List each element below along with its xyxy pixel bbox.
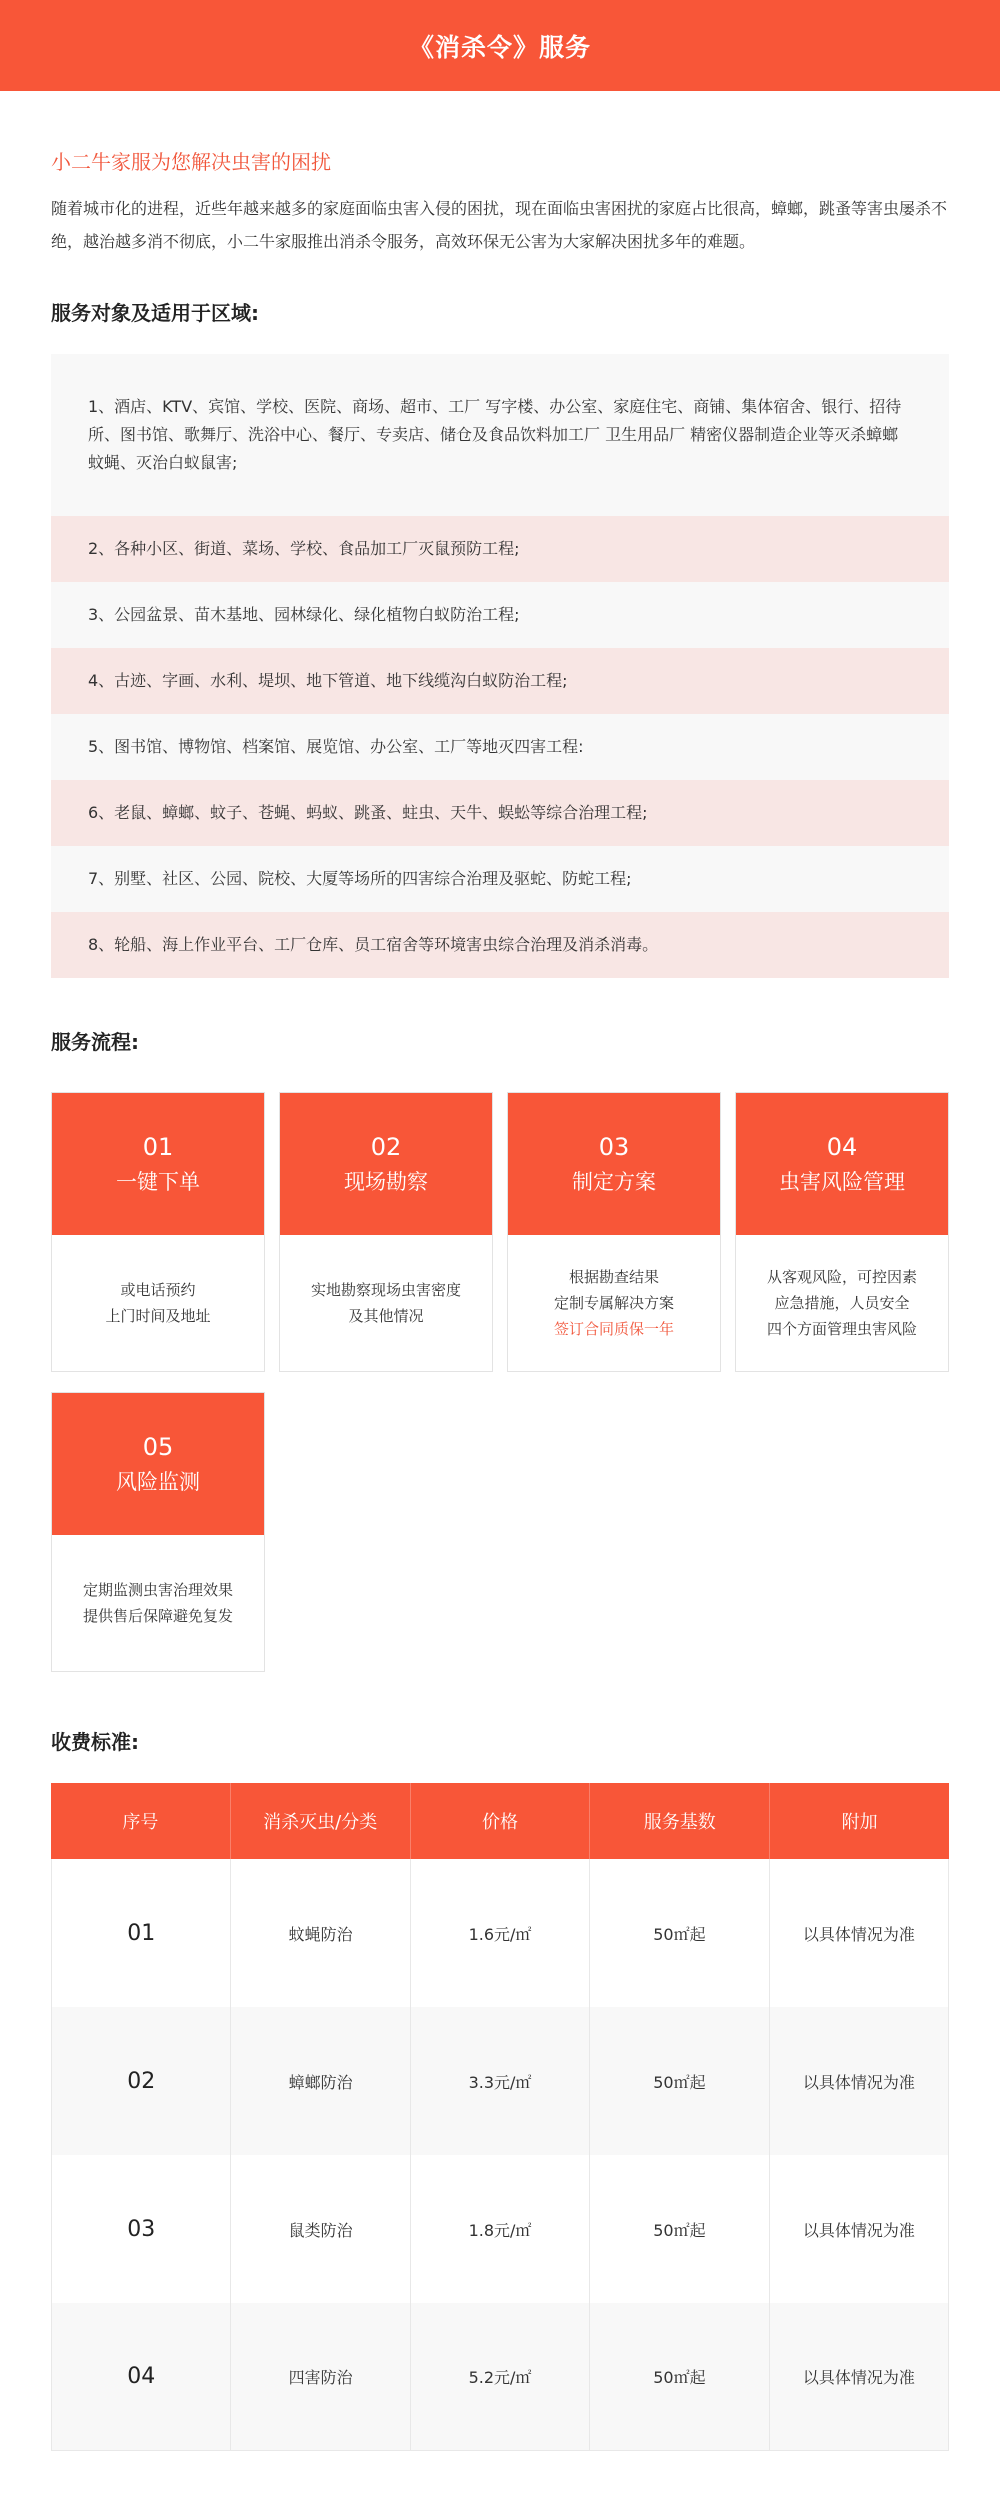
flow-step-highlight: 签订合同质保一年 — [553, 1320, 674, 1338]
flow-step-header — [280, 1093, 492, 1235]
flow-step-number: 03 — [598, 1133, 630, 1161]
flow-step-header — [52, 1093, 264, 1235]
flow-step-card — [51, 1092, 265, 1372]
scope-item: 2、各种小区、街道、菜场、学校、食品加工厂灭鼠预防工程; — [51, 516, 949, 582]
flow-step-desc-line: 或电话预约 — [120, 1281, 196, 1299]
table-cell: 以具体情况为准 — [770, 2007, 949, 2155]
flow-section-title: 服务流程: — [51, 1030, 139, 1054]
flow-step-card — [279, 1092, 493, 1372]
table-row — [51, 1859, 949, 2007]
fee-table — [51, 1783, 949, 2451]
table-cell: 1.8元/㎡ — [411, 2155, 590, 2303]
flow-step-number: 02 — [370, 1133, 402, 1161]
scope-item: 3、公园盆景、苗木基地、园林绿化、绿化植物白蚁防治工程; — [51, 582, 949, 648]
flow-step-name: 一键下单 — [116, 1170, 200, 1194]
fee-header-cell: 价格 — [411, 1783, 591, 1859]
table-row — [51, 2155, 949, 2303]
flow-step-name: 风险监测 — [116, 1470, 200, 1494]
main-content — [0, 147, 1000, 2451]
scope-item: 8、轮船、海上作业平台、工厂仓库、员工宿舍等环境害虫综合治理及消杀消毒。 — [51, 912, 949, 978]
scope-item: 1、酒店、KTV、宾馆、学校、医院、商场、超市、工厂 写字楼、办公室、家庭住宅、商铺、集体宿舍、银行、招待所、图书馆、歌舞厅、洗浴中心、餐厅、专卖店、储仓及食品饮料加工厂 卫生用品厂 精密仪器制造企业等灭杀蟑螂蚊蝇、灭治白蚁鼠害; — [51, 354, 949, 516]
table-cell: 3.3元/㎡ — [411, 2007, 590, 2155]
intro-title: 小二牛家服为您解决虫害的困扰 — [51, 150, 331, 174]
scope-item: 6、老鼠、蟑螂、蚊子、苍蝇、蚂蚁、跳蚤、蛀虫、天牛、蜈蚣等综合治理工程; — [51, 780, 949, 846]
fee-header-cell: 附加 — [841, 1812, 878, 1833]
table-cell: 鼠类防治 — [231, 2155, 410, 2303]
flow-step-desc-line: 根据勘查结果 — [568, 1268, 659, 1286]
flow-steps — [51, 1092, 949, 1372]
flow-step-name: 虫害风险管理 — [779, 1170, 905, 1194]
fee-table-header — [51, 1783, 949, 1859]
flow-step-header — [508, 1093, 720, 1235]
table-cell: 02 — [51, 2007, 231, 2155]
table-cell: 50㎡起 — [590, 1859, 769, 2007]
fee-header-cell: 服务基数 — [590, 1783, 770, 1859]
table-cell: 50㎡起 — [590, 2303, 769, 2451]
scope-item: 4、古迹、字画、水利、堤坝、地下管道、地下线缆沟白蚁防治工程; — [51, 648, 949, 714]
scope-item: 5、图书馆、博物馆、档案馆、展览馆、办公室、工厂等地灭四害工程: — [51, 714, 949, 780]
flow-step-desc-line: 上门时间及地址 — [105, 1307, 211, 1325]
flow-step-desc-line: 实地勘察现场虫害密度 — [310, 1281, 461, 1299]
intro-text: 随着城市化的进程，近些年越来越多的家庭面临虫害入侵的困扰，现在面临虫害困扰的家庭占比很高，蟑螂，跳蚤等害虫屡杀不绝，越治越多消不彻底，小二牛家服推出消杀令服务，高效环保无公害为大家解决困扰多年的难题。 — [51, 199, 948, 251]
table-cell: 01 — [51, 1859, 231, 2007]
fee-header-cell: 序号 — [51, 1783, 231, 1859]
flow-step-desc-line: 四个方面管理虫害风险 — [766, 1320, 917, 1338]
flow-step-header — [52, 1393, 264, 1535]
flow-step-desc-line: 从客观风险，可控因素 — [766, 1268, 917, 1286]
flow-step-desc-line: 应急措施，人员安全 — [774, 1294, 910, 1312]
table-cell: 04 — [51, 2303, 231, 2451]
flow-step-desc — [52, 1235, 264, 1371]
flow-step-desc-line: 定期监测虫害治理效果 — [82, 1581, 233, 1599]
flow-step-desc-line: 提供售后保障避免复发 — [82, 1607, 233, 1625]
table-cell: 以具体情况为准 — [770, 1859, 949, 2007]
flow-step-desc — [736, 1235, 948, 1371]
table-cell: 5.2元/㎡ — [411, 2303, 590, 2451]
flow-steps-row2 — [51, 1392, 949, 1672]
flow-step-number: 01 — [142, 1133, 174, 1161]
fee-header-cell: 消杀灭虫/分类 — [231, 1783, 411, 1859]
table-cell: 1.6元/㎡ — [411, 1859, 590, 2007]
table-row — [51, 2007, 949, 2155]
table-cell: 以具体情况为准 — [770, 2155, 949, 2303]
flow-step-desc — [52, 1535, 264, 1671]
table-cell: 50㎡起 — [590, 2007, 769, 2155]
page-header — [0, 0, 1000, 91]
table-cell: 以具体情况为准 — [770, 2303, 949, 2451]
table-cell: 03 — [51, 2155, 231, 2303]
flow-step-number: 04 — [826, 1133, 858, 1161]
table-cell: 50㎡起 — [590, 2155, 769, 2303]
fee-section-title: 收费标准: — [51, 1730, 139, 1754]
flow-step-number: 05 — [142, 1433, 174, 1461]
flow-step-desc-line: 及其他情况 — [348, 1307, 424, 1325]
flow-step-card — [51, 1392, 265, 1672]
flow-step-name: 制定方案 — [572, 1170, 656, 1194]
flow-step-name: 现场勘察 — [344, 1170, 428, 1194]
flow-step-header — [736, 1093, 948, 1235]
flow-step-desc — [280, 1235, 492, 1371]
flow-step-desc — [508, 1235, 720, 1371]
table-cell: 蟑螂防治 — [231, 2007, 410, 2155]
page-title: 《消杀令》服务 — [408, 32, 591, 62]
flow-step-desc-line: 定制专属解决方案 — [553, 1294, 674, 1312]
flow-step-card — [735, 1092, 949, 1372]
scope-item: 7、别墅、社区、公园、院校、大厦等场所的四害综合治理及驱蛇、防蛇工程; — [51, 846, 949, 912]
scope-section-title: 服务对象及适用于区域: — [51, 301, 259, 325]
scope-list — [51, 354, 949, 978]
table-row — [51, 2303, 949, 2451]
table-cell: 四害防治 — [231, 2303, 410, 2451]
table-cell: 蚊蝇防治 — [231, 1859, 410, 2007]
flow-step-card — [507, 1092, 721, 1372]
